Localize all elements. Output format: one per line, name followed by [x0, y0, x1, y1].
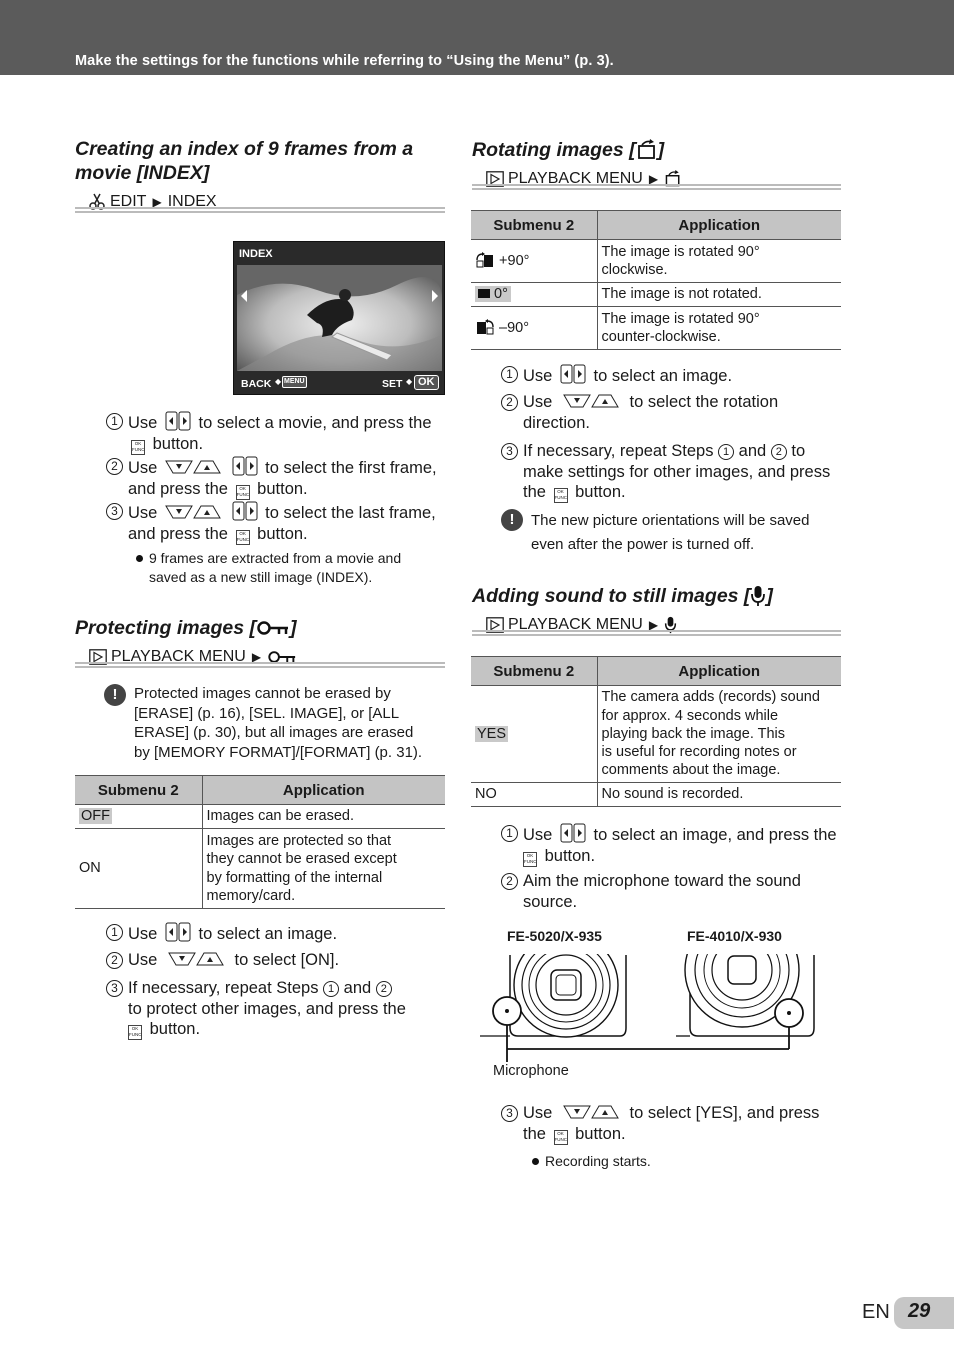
camera-microphone-illustration: [480, 950, 842, 1065]
table-cell-option: NO: [471, 783, 597, 807]
preview-back-label: BACK: [241, 378, 272, 390]
bullet-text: saved as a new still image (INDEX).: [149, 568, 373, 585]
sound-title-text: Adding sound to still images [: [472, 585, 751, 607]
note-text: The new picture orientations will be saved: [531, 512, 810, 529]
step-text: Use: [523, 1104, 553, 1122]
index-section-title: [75, 137, 413, 185]
step-ref-number: 2: [376, 981, 392, 997]
index-step-2: [106, 456, 446, 498]
cell-line: Images are protected so that: [206, 832, 392, 849]
step-text: to select an image.: [593, 367, 733, 385]
table-cell-application: [597, 686, 841, 783]
up-down-arrows-icon: [165, 503, 221, 521]
left-right-arrows-icon: [165, 922, 191, 942]
table-cell-application: No sound is recorded.: [597, 783, 841, 807]
rotate-step-1: [501, 364, 846, 386]
step-text: If necessary, repeat Steps: [128, 979, 319, 997]
cell-line: they cannot be erased except: [206, 851, 397, 868]
step-text: and press the: [128, 524, 228, 543]
step-number: 2: [501, 873, 518, 890]
step-number: 1: [106, 924, 123, 941]
cell-line: is useful for recording notes or: [601, 744, 797, 761]
language-label: EN: [862, 1301, 890, 1323]
table-cell-application: [202, 829, 445, 909]
table-header-application: Application: [597, 211, 841, 240]
step-text: Use: [128, 925, 158, 943]
step-number: 2: [106, 952, 123, 969]
protect-step-3: [106, 978, 446, 1040]
option-yes: YES: [477, 725, 507, 742]
left-right-arrows-icon: [232, 501, 258, 521]
note-text: even after the power is turned off.: [531, 536, 755, 553]
sound-table: [471, 656, 841, 807]
microphone-label: Microphone: [493, 1063, 569, 1079]
index-title-line1: Creating an index of 9 frames from a: [75, 138, 414, 160]
preview-ok-button-icon: OK: [414, 375, 439, 390]
step-number: 3: [501, 1105, 518, 1122]
table-header-submenu: Submenu 2: [471, 657, 597, 686]
step-text: button.: [544, 846, 596, 865]
cell-line: comments about the image.: [601, 762, 781, 779]
cell-line: for approx. 4 seconds while: [601, 707, 779, 724]
sound-section-title: [472, 584, 773, 608]
ok-func-button-icon: OK FUNC: [128, 1025, 142, 1040]
table-cell-option: ON: [75, 829, 202, 909]
up-down-arrows-icon: [560, 392, 622, 410]
step-text: button.: [149, 1020, 201, 1038]
option-off: OFF: [81, 808, 110, 825]
rotate-table: [471, 210, 841, 350]
header-text: Make the settings for the functions while referring to “Using the Menu” (p. 3).: [75, 53, 614, 69]
rotate-menu-rule: [472, 184, 841, 190]
step-text: Use: [523, 826, 553, 844]
sound-step-2: [501, 871, 846, 913]
sound-menu-rule: [472, 630, 841, 636]
step-number: 1: [501, 366, 518, 383]
page-number-tab: [894, 1297, 954, 1329]
preview-bottom-bar: [234, 372, 443, 394]
table-header-submenu: Submenu 2: [471, 211, 597, 240]
step-text: Use: [523, 393, 553, 411]
table-cell-application: [597, 307, 841, 350]
step-text: Use: [128, 414, 158, 432]
sound-title-end: ]: [766, 585, 773, 607]
rotate-minus90-icon: [475, 319, 495, 335]
ok-func-button-icon: OK FUNC: [236, 485, 250, 500]
index-step-1: [106, 411, 446, 453]
camera-model-2: FE-4010/X-930: [687, 928, 782, 944]
step-number: 3: [106, 503, 123, 520]
sound-step-3: [501, 1103, 846, 1145]
bullet-text: 9 frames are extracted from a movie and: [149, 550, 402, 566]
option-highlight: [475, 286, 511, 302]
step-text: make settings for other images, and press: [523, 462, 831, 481]
rotate-step-2: [501, 392, 846, 434]
protect-step-2: [106, 950, 446, 972]
step-text: button.: [575, 1124, 626, 1143]
preview-title: INDEX: [239, 248, 273, 260]
step-text: to select the first frame,: [265, 459, 437, 477]
step-text: to select the rotation: [629, 393, 779, 411]
ok-func-button-icon: OK FUNC: [554, 488, 568, 503]
step-text: If necessary, repeat Steps: [523, 442, 714, 460]
arrow-right-icon: ▶: [152, 195, 162, 209]
rotate-step-3: [501, 441, 846, 503]
rotate-zero-icon: [478, 289, 490, 298]
cell-line: counter-clockwise.: [601, 329, 721, 345]
diamond-icon: ◆: [275, 377, 282, 386]
option-label: +90°: [499, 252, 530, 269]
step-text: Use: [128, 504, 158, 522]
note-text: by [MEMORY FORMAT]/[FORMAT] (p. 31).: [134, 743, 423, 761]
bullet-text: Recording starts.: [545, 1153, 651, 1169]
table-cell-option: [75, 805, 202, 829]
menu-index-label: INDEX: [167, 193, 217, 210]
step-text: Use: [523, 367, 553, 385]
arrow-right-icon: ▶: [648, 618, 659, 632]
index-title-line2: movie [INDEX]: [75, 162, 210, 184]
key-protect-icon: [257, 620, 289, 636]
rotate-section-title: [472, 138, 664, 162]
rotate-plus90-icon: [475, 252, 495, 268]
step-number: 3: [501, 443, 518, 460]
step-number: 2: [501, 394, 518, 411]
protect-title-end: ]: [289, 617, 297, 639]
table-cell-application: [597, 240, 841, 283]
step-text: and press the: [128, 479, 228, 498]
left-right-arrows-icon: [560, 823, 586, 843]
step-text: to select [YES], and press: [629, 1104, 820, 1122]
ok-func-button-icon: OK FUNC: [523, 852, 537, 867]
camera-model-1: FE-5020/X-935: [507, 928, 602, 944]
option-label: –90°: [499, 319, 530, 336]
step-text: button.: [257, 524, 308, 543]
cell-line: memory/card.: [206, 887, 296, 904]
note-text: ERASE] (p. 30), but all images are erased: [134, 724, 414, 742]
caution-icon: !: [501, 509, 523, 531]
step-number: 1: [501, 825, 518, 842]
step-text: to select the last frame,: [265, 504, 436, 522]
surfer-photo: [237, 265, 442, 371]
menu-playback-label: PLAYBACK MENU: [111, 648, 246, 665]
preview-menu-button-icon: MENU: [282, 376, 307, 388]
step-text: to select [ON].: [234, 951, 340, 969]
table-header-application: Application: [597, 657, 841, 686]
left-right-arrows-icon: [165, 411, 191, 431]
step-ref-number: 1: [323, 981, 339, 997]
index-preview-screen: [233, 241, 445, 395]
step-text: to select an image, and press the: [593, 826, 837, 844]
note-text: [ERASE] (p. 16), [SEL. IMAGE], or [ALL: [134, 704, 400, 722]
table-cell-application: The image is not rotated.: [597, 283, 841, 307]
sound-step-1: [501, 823, 846, 865]
arrow-right-icon: ▶: [648, 172, 659, 186]
menu-playback-label: PLAYBACK MENU: [508, 616, 643, 633]
step-number: 2: [106, 458, 123, 475]
step-text: the: [523, 1124, 546, 1143]
step-text: and: [343, 979, 372, 997]
step-number: 1: [106, 413, 123, 430]
ok-func-button-icon: OK FUNC: [236, 530, 250, 545]
bullet-dot: [532, 1158, 539, 1165]
step-text: direction.: [523, 413, 590, 432]
step-text: Use: [128, 459, 158, 477]
step-text: to select an image.: [198, 925, 338, 943]
rotate-icon: [636, 139, 658, 161]
step-text: Aim the microphone toward the sound: [523, 872, 801, 890]
table-cell-option: [471, 283, 597, 307]
table-cell-option: [471, 307, 597, 350]
step-text: to protect other images, and press the: [128, 999, 406, 1018]
protect-title-text: Protecting images [: [75, 617, 256, 639]
page-footer: [862, 1297, 954, 1329]
rotate-title-end: ]: [657, 139, 665, 161]
table-cell-application: Images can be erased.: [202, 805, 445, 829]
table-header-submenu: Submenu 2: [75, 776, 202, 805]
step-text: and: [738, 442, 767, 460]
microphone-icon: [750, 585, 766, 607]
protect-step-1: [106, 922, 446, 944]
up-down-arrows-icon: [165, 950, 227, 968]
step-text: button.: [575, 483, 626, 501]
cell-line: The camera adds (records) sound: [601, 689, 820, 706]
cell-line: The image is rotated 90°: [601, 243, 760, 260]
option-label: 0°: [494, 286, 508, 303]
arrow-right-icon: ▶: [251, 650, 262, 664]
preview-set-label: SET: [382, 378, 403, 390]
up-down-arrows-icon: [165, 458, 221, 476]
cell-line: playing back the image. This: [601, 725, 786, 742]
cell-line: The image is rotated 90°: [601, 310, 760, 327]
table-cell-option: [471, 686, 597, 783]
ok-func-button-icon: OK FUNC: [131, 440, 145, 455]
menu-edit-label: EDIT: [110, 193, 147, 210]
step-text: to select a movie, and press the: [198, 414, 432, 432]
step-text: the: [523, 483, 546, 501]
menu-playback-label: PLAYBACK MENU: [508, 170, 643, 187]
table-cell-option: [471, 240, 597, 283]
protect-section-title: [75, 616, 296, 640]
step-text: button.: [257, 479, 308, 498]
step-text: source.: [523, 892, 578, 911]
table-header-application: Application: [202, 776, 445, 805]
step-text: Use: [128, 951, 158, 969]
rotate-title-text: Rotating images [: [472, 139, 636, 161]
caution-icon: !: [104, 684, 126, 706]
cell-line: by formatting of the internal: [206, 869, 383, 886]
step-ref-number: 1: [718, 444, 734, 460]
protect-table: [75, 775, 445, 909]
ok-func-button-icon: OK FUNC: [554, 1130, 568, 1145]
index-menu-rule: [75, 207, 445, 213]
page-number: 29: [908, 1300, 931, 1322]
step-number: 3: [106, 980, 123, 997]
left-right-arrows-icon: [232, 456, 258, 476]
note-text: Protected images cannot be erased by: [134, 685, 391, 702]
diamond-icon: ◆: [406, 377, 413, 386]
step-text: button.: [152, 434, 204, 453]
cell-line: clockwise.: [601, 262, 668, 278]
bullet-dot: [136, 555, 143, 562]
left-right-arrows-icon: [560, 364, 586, 384]
step-text: to: [791, 442, 806, 460]
step-ref-number: 2: [771, 444, 787, 460]
index-step-3: [106, 501, 446, 543]
up-down-arrows-icon: [560, 1103, 622, 1121]
protect-menu-rule: [75, 662, 445, 668]
